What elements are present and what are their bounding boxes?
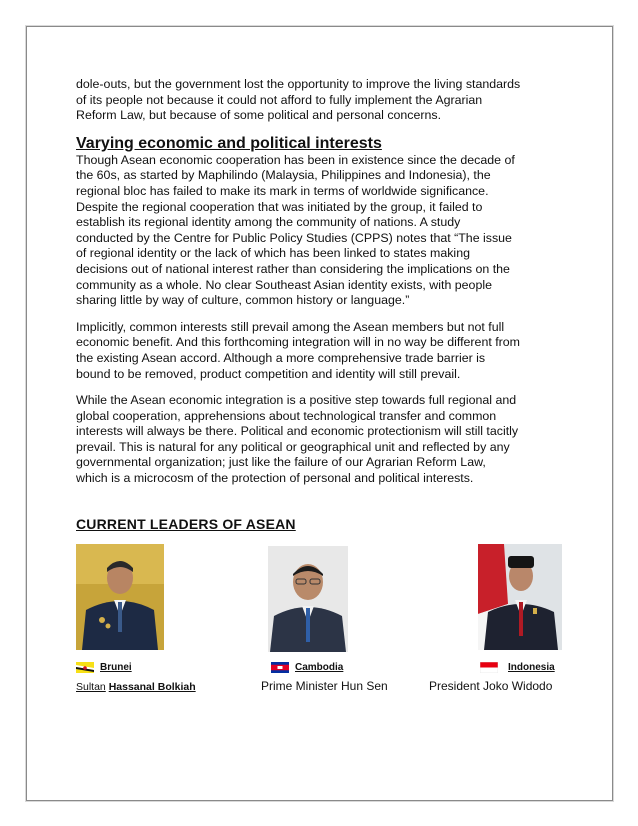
leaders-heading: CURRENT LEADERS OF ASEAN — [76, 516, 296, 532]
paragraph-intro: dole-outs, but the government lost the opportunity to improve the living standards of its people not because it could not afford to fully implement the Agrarian Reform Law, but because of some political and personal concerns. — [76, 77, 521, 123]
indonesia-leader-photo — [478, 544, 562, 650]
brunei-flag-icon — [76, 662, 94, 673]
brunei-leader-photo — [76, 544, 164, 650]
indonesia-leader-name: President Joko Widodo — [429, 679, 553, 693]
paragraph-3: While the Asean economic integration is a positive step towards full regional and global cooperation, apprehensions about technological transfer and common interests will always be there. Political and economic protectionism will still tacitly prevail. This is natural for any political or geographical unit and reflected by any governmental organization; just like the failure of our Agrarian Reform Law, which is a microcosm of the protection of personal and political interests. — [76, 393, 519, 486]
sultan-title: Sultan — [76, 681, 106, 693]
paragraph-2: Implicitly, common interests still prevail among the Asean members but not full economic benefit. And this forthcoming integration will in no way be different from the existing Asean accord. Although a more comprehensive trade barrier is bound to be removed, product competition and identity will still prevail. — [76, 319, 521, 381]
indonesia-label: Indonesia — [508, 662, 555, 673]
cambodia-label: Cambodia — [295, 662, 344, 673]
section-heading: Varying economic and political interests — [76, 134, 382, 152]
brunei-label: Brunei — [100, 662, 132, 673]
paragraph-1: Though Asean economic cooperation has been in existence since the decade of the 60s, as started by Maphilindo (Malaysia, Philippines and Indonesia), the regional bloc has failed to make its mark in terms of worldwide significance. Despite the regional cooperation that was initiated by the group, it failed to establish its regional identity among the community of nations. A study conducted by the Centre for Public Policy Studies (CPPS) notes that “The issue of regional identity or the lack of which has been linked to states making decisions out of national interest rather than considering the implications on the community as a whole. No clear Southeast Asian identity exists, with people sharing little by way of culture, common history or language.” — [76, 152, 515, 308]
brunei-leader-fullname: Hassanal Bolkiah — [108, 681, 196, 693]
cambodia-leader-name: Prime Minister Hun Sen — [261, 679, 388, 693]
indonesia-country-label — [480, 662, 555, 673]
cambodia-country-label — [271, 662, 343, 673]
brunei-country-label — [76, 662, 132, 673]
indonesia-flag-icon — [480, 662, 498, 673]
article-body — [76, 77, 576, 487]
cambodia-leader-photo — [268, 546, 348, 652]
brunei-leader-name — [76, 681, 196, 693]
cambodia-flag-icon — [271, 662, 289, 673]
